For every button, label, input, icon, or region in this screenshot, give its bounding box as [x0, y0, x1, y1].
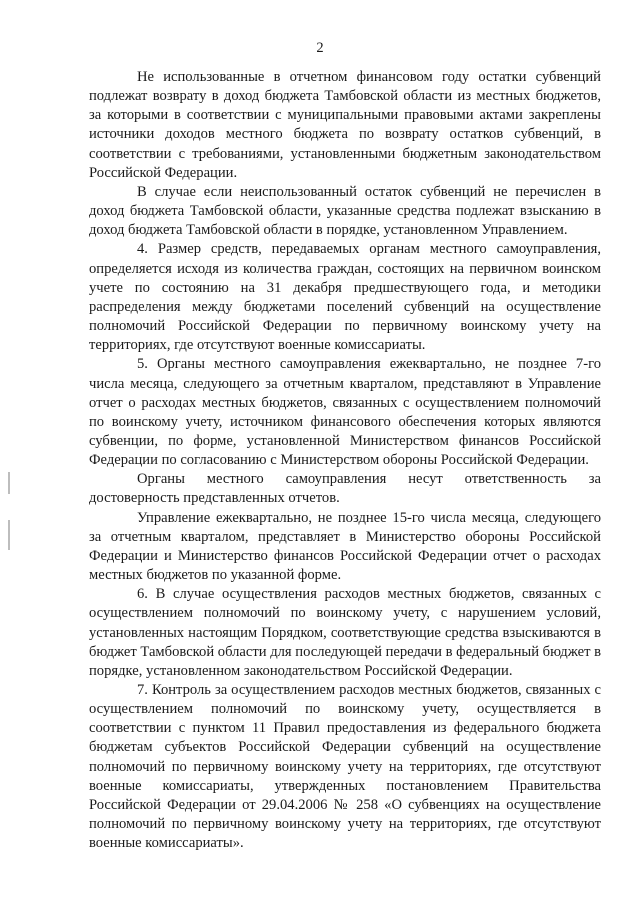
paragraph-item-6-recovery-of-funds: 6. В случае осуществления расходов местных бюджетов, связанных с осуществлением полномочий по воинскому учету, с нарушением условий, установленных настоящим Порядком, соответствующие средства взыскиваются в бюджет Тамбовской области для последующей передачи в федеральный бюджет в порядке, установленном законодательством Российской Федерации.	[89, 586, 601, 679]
document-body	[89, 68, 601, 853]
paragraph-unused-subsidy-return: Не использованные в отчетном финансовом году остатки субвенций подлежат возврату в доход бюджета Тамбовской области из местных бюджетов, за которыми в соответствии с муниципальными правовыми актами закреплены источники доходов местного бюджета по возврату остатков субвенций, в соответствии с требованиями, установленными бюджетным законодательством Российской Федерации.	[89, 69, 601, 181]
scan-edge-mark	[8, 472, 10, 494]
paragraph-item-4-funding-size: 4. Размер средств, передаваемых органам местного самоуправления, определяется исходя из количества граждан, состоящих на первичном воинском учете по состоянию на 31 декабря предшествующего года, и методики распределения между бюджетами поселений субвенций на осуществление полномочий Российской Федерации по первичному воинскому учету на территориях, где отсутствуют военные комиссариаты.	[89, 241, 601, 354]
paragraph-unremitted-balance-recovery: В случае если неиспользованный остаток субвенций не перечислен в доход бюджета Тамбовской области, указанные средства подлежат взысканию в доход бюджета Тамбовской области в порядке, установленном Управлением.	[89, 183, 601, 239]
scan-edge-mark	[8, 520, 10, 550]
paragraph-directorate-quarterly-report: Управление ежеквартально, не позднее 15-го числа месяца, следующего за отчетным кварталом, представляет в Министерство обороны Российской Федерации и Министерство финансов Российской Федерации отчет о расходах местных бюджетов по указанной форме.	[89, 509, 601, 584]
paragraph-item-5-quarterly-report: 5. Органы местного самоуправления ежеквартально, не позднее 7-го числа месяца, следующего за отчетным кварталом, представляют в Управление отчет о расходах местных бюджетов, связанных с осуществлением полномочий по воинскому учету, источником финансового обеспечения которых являются субвенции, по форме, установленной Министерством финансов Российской Федерации по согласованию с Министерством обороны Российской Федерации.	[89, 356, 601, 469]
page-number: 2	[316, 40, 324, 56]
paragraph-item-7-control: 7. Контроль за осуществлением расходов местных бюджетов, связанных с осуществлением полномочий по воинскому учету, осуществляется в соответствии с пунктом 11 Правил предоставления из федерального бюджета бюджетам субъектов Российской Федерации субвенций на осуществление полномочий по первичному воинскому учету на территориях, где отсутствуют военные комиссариаты, утвержденных постановлением Правительства Российской Федерации от 29.04.2006 № 258 «О субвенциях на осуществление полномочий по первичному воинскому учету на территориях, где отсутствуют военные комиссариаты».	[89, 682, 601, 852]
paragraph-reporting-responsibility: Органы местного самоуправления несут ответственность за достоверность представленных отчетов.	[89, 471, 601, 507]
